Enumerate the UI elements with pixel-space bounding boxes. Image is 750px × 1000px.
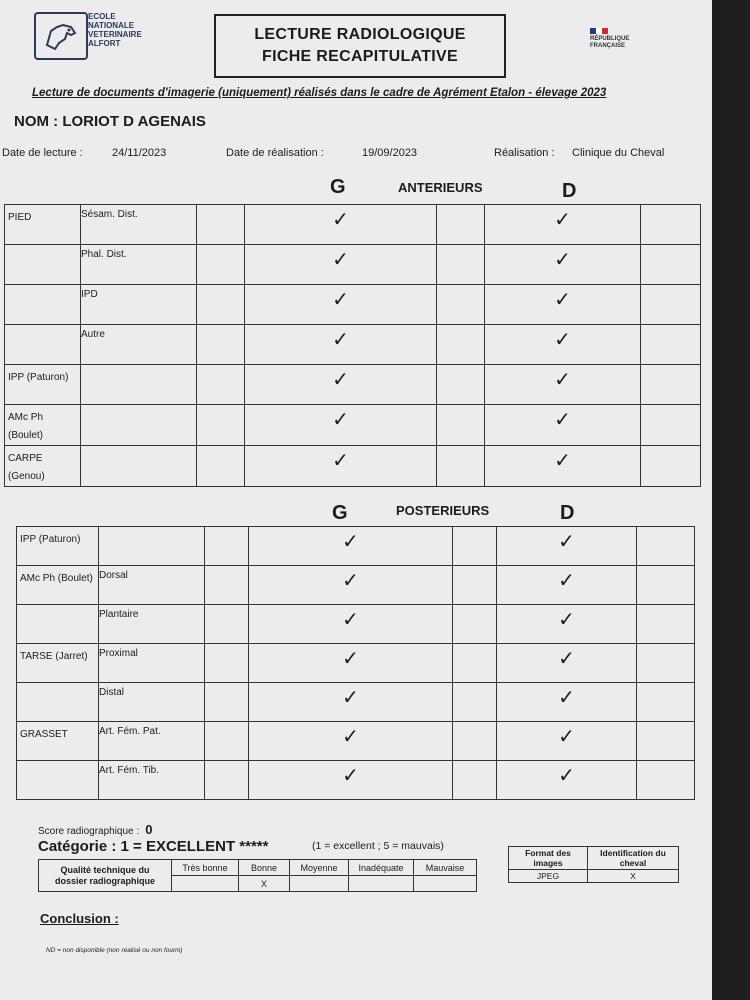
- realisation-label: Réalisation :: [494, 147, 555, 159]
- right-check-text: ✓: [558, 726, 575, 748]
- quality-mark: [414, 876, 477, 892]
- right-check-cell: [485, 365, 641, 405]
- empty-cell: [205, 527, 249, 566]
- empty-cell: [437, 285, 485, 325]
- subregion-text: [81, 365, 196, 369]
- left-check-text: ✓: [342, 531, 359, 553]
- subregion-text: Phal. Dist.: [81, 249, 127, 260]
- table-row: [17, 566, 695, 605]
- left-check-text: ✓: [332, 409, 349, 431]
- posterieurs-table: [16, 526, 695, 800]
- right-check-text: ✓: [558, 609, 575, 631]
- empty-cell: [453, 644, 497, 683]
- region-text: [17, 683, 98, 687]
- quality-option: Mauvaise: [414, 860, 477, 876]
- table-row: [5, 446, 701, 487]
- subregion-text: Plantaire: [99, 609, 139, 620]
- title-line-1: LECTURE RADIOLOGIQUE: [254, 26, 466, 43]
- empty-cell: [437, 446, 485, 487]
- posterieurs-title: POSTERIEURS: [396, 503, 490, 518]
- right-check-cell: [497, 722, 637, 761]
- empty-cell: [637, 605, 695, 644]
- right-check-text: ✓: [558, 531, 575, 553]
- right-side-letter-post: D: [560, 502, 575, 524]
- subregion-cell: [81, 446, 197, 487]
- region-cell: [17, 527, 99, 566]
- table-row: [5, 205, 701, 245]
- subregion-text: Sésam. Dist.: [81, 209, 138, 220]
- subregion-text: [99, 527, 204, 531]
- empty-cell: [453, 527, 497, 566]
- region-cell: [17, 605, 99, 644]
- left-check-text: ✓: [342, 687, 359, 709]
- region-cell: [5, 365, 81, 405]
- empty-cell: [437, 405, 485, 446]
- subregion-text: Dorsal: [99, 570, 128, 581]
- title-line-2: FICHE RECAPITULATIVE: [262, 48, 458, 65]
- empty-cell: [453, 722, 497, 761]
- empty-cell: [453, 605, 497, 644]
- score-line: [38, 822, 152, 837]
- identification-value: X: [588, 870, 679, 883]
- right-check-text: ✓: [554, 450, 571, 472]
- region-text: AMc Ph (Boulet): [20, 573, 93, 584]
- empty-cell: [437, 205, 485, 245]
- empty-cell: [637, 644, 695, 683]
- left-check-cell: [249, 722, 453, 761]
- french-flag-icon: [590, 28, 608, 34]
- right-check-text: ✓: [554, 289, 571, 311]
- left-side-letter: G: [330, 176, 346, 198]
- right-check-text: ✓: [554, 249, 571, 271]
- region-text: CARPE (Genou): [8, 453, 45, 482]
- empty-cell: [637, 722, 695, 761]
- subregion-cell: [99, 761, 205, 800]
- left-check-text: ✓: [332, 329, 349, 351]
- empty-cell: [453, 683, 497, 722]
- realisation-value: Clinique du Cheval: [572, 147, 665, 159]
- subregion-cell: [81, 245, 197, 285]
- categorie-note: (1 = excellent ; 5 = mauvais): [312, 840, 444, 852]
- left-check-cell: [249, 683, 453, 722]
- region-cell: [17, 722, 99, 761]
- region-text: GRASSET: [20, 729, 68, 740]
- quality-mark: [290, 876, 349, 892]
- empty-cell: [637, 566, 695, 605]
- subregion-cell: [99, 644, 205, 683]
- right-check-text: ✓: [554, 209, 571, 231]
- region-cell: [5, 325, 81, 365]
- table-row: [5, 405, 701, 446]
- right-check-text: ✓: [558, 648, 575, 670]
- subregion-text: Distal: [99, 687, 125, 698]
- table-row: [17, 644, 695, 683]
- republique-francaise-logo: RÉPUBLIQUE FRANÇAISE: [590, 28, 629, 50]
- subregion-cell: [81, 405, 197, 446]
- empty-cell: [453, 566, 497, 605]
- left-check-text: ✓: [342, 609, 359, 631]
- region-text: IPP (Paturon): [20, 534, 81, 545]
- subregion-cell: [81, 285, 197, 325]
- left-check-cell: [245, 245, 437, 285]
- left-side-letter-post: G: [332, 502, 348, 524]
- region-text: PIED: [8, 212, 32, 223]
- school-logo: [34, 12, 88, 60]
- region-text: TARSE (Jarret): [20, 651, 88, 662]
- right-check-cell: [485, 405, 641, 446]
- right-check-text: ✓: [554, 409, 571, 431]
- subregion-text: [81, 446, 196, 450]
- right-check-text: ✓: [558, 687, 575, 709]
- date-lecture-label: Date de lecture :: [2, 147, 83, 159]
- quality-option: Moyenne: [290, 860, 349, 876]
- subregion-text: Autre: [81, 329, 105, 340]
- region-text: [5, 245, 80, 249]
- subregion-text: Art. Fém. Tib.: [99, 765, 160, 776]
- left-check-text: ✓: [332, 369, 349, 391]
- region-cell: [5, 285, 81, 325]
- conclusion-heading: Conclusion :: [40, 911, 119, 926]
- right-check-cell: [497, 566, 637, 605]
- date-lecture: 24/11/2023: [112, 147, 167, 159]
- region-cell: [17, 683, 99, 722]
- region-cell: [17, 566, 99, 605]
- right-check-cell: [497, 761, 637, 800]
- table-row: [5, 365, 701, 405]
- left-check-cell: [245, 365, 437, 405]
- left-check-cell: [249, 761, 453, 800]
- region-cell: [5, 245, 81, 285]
- left-check-cell: [245, 205, 437, 245]
- empty-cell: [453, 761, 497, 800]
- left-check-text: ✓: [332, 209, 349, 231]
- empty-cell: [197, 446, 245, 487]
- left-check-text: ✓: [342, 648, 359, 670]
- subtitle: Lecture de documents d'imagerie (uniquement) réalisés dans le cadre de Agrément Etalon - élevage 2023: [32, 87, 607, 99]
- empty-cell: [205, 683, 249, 722]
- right-check-cell: [497, 644, 637, 683]
- anterieurs-title: ANTERIEURS: [398, 180, 483, 195]
- empty-cell: [637, 683, 695, 722]
- right-check-cell: [485, 245, 641, 285]
- right-check-cell: [485, 205, 641, 245]
- quality-option: Bonne: [239, 860, 290, 876]
- region-cell: [5, 405, 81, 446]
- subregion-text: Proximal: [99, 648, 138, 659]
- subregion-cell: [99, 566, 205, 605]
- score-value: 0: [145, 822, 153, 837]
- region-cell: [17, 761, 99, 800]
- left-check-cell: [249, 644, 453, 683]
- left-check-cell: [245, 285, 437, 325]
- empty-cell: [637, 761, 695, 800]
- region-cell: [5, 446, 81, 487]
- header: [0, 0, 712, 80]
- left-check-cell: [245, 446, 437, 487]
- region-text: [17, 761, 98, 765]
- empty-cell: [197, 405, 245, 446]
- table-row: [5, 245, 701, 285]
- empty-cell: [641, 365, 701, 405]
- school-name: ECOLE NATIONALE VETERINAIRE ALFORT: [88, 12, 142, 48]
- right-check-text: ✓: [558, 765, 575, 787]
- empty-cell: [205, 722, 249, 761]
- right-check-cell: [497, 605, 637, 644]
- empty-cell: [437, 365, 485, 405]
- quality-table: [38, 859, 477, 892]
- left-check-cell: [249, 527, 453, 566]
- empty-cell: [205, 644, 249, 683]
- empty-cell: [205, 566, 249, 605]
- right-check-cell: [485, 285, 641, 325]
- table-row: [17, 761, 695, 800]
- left-check-text: ✓: [332, 289, 349, 311]
- table-row: [5, 285, 701, 325]
- right-check-text: ✓: [554, 369, 571, 391]
- empty-cell: [197, 285, 245, 325]
- subregion-cell: [81, 325, 197, 365]
- table-row: [17, 683, 695, 722]
- date-realisation: 19/09/2023: [362, 147, 418, 159]
- empty-cell: [637, 527, 695, 566]
- right-side-letter: D: [562, 180, 577, 202]
- right-check-cell: [497, 683, 637, 722]
- empty-cell: [641, 446, 701, 487]
- empty-cell: [641, 285, 701, 325]
- date-realisation-label: Date de réalisation :: [226, 147, 324, 159]
- right-check-cell: [485, 325, 641, 365]
- subregion-cell: [99, 605, 205, 644]
- quality-option: Très bonne: [172, 860, 239, 876]
- table-row: [17, 605, 695, 644]
- empty-cell: [197, 205, 245, 245]
- left-check-cell: [249, 605, 453, 644]
- empty-cell: [641, 245, 701, 285]
- empty-cell: [641, 205, 701, 245]
- left-check-text: ✓: [342, 726, 359, 748]
- empty-cell: [205, 605, 249, 644]
- left-check-cell: [245, 325, 437, 365]
- subregion-cell: [99, 683, 205, 722]
- region-text: [5, 325, 80, 329]
- subregion-text: [81, 405, 196, 409]
- quality-label: Qualité technique du dossier radiographique: [39, 860, 172, 892]
- empty-cell: [197, 245, 245, 285]
- quality-mark: X: [239, 876, 290, 892]
- subregion-cell: [99, 527, 205, 566]
- empty-cell: [437, 245, 485, 285]
- region-text: AMc Ph (Boulet): [8, 412, 44, 441]
- anterieurs-table: [4, 204, 701, 487]
- empty-cell: [641, 405, 701, 446]
- subregion-text: IPD: [81, 289, 98, 300]
- empty-cell: [437, 325, 485, 365]
- horse-name: NOM : LORIOT D AGENAIS: [14, 113, 206, 130]
- subregion-cell: [81, 205, 197, 245]
- right-check-cell: [485, 446, 641, 487]
- table-row: [17, 722, 695, 761]
- quality-option: Inadéquate: [349, 860, 414, 876]
- right-check-cell: [497, 527, 637, 566]
- region-cell: [17, 644, 99, 683]
- table-row: [17, 527, 695, 566]
- region-text: [5, 285, 80, 289]
- quality-mark: [349, 876, 414, 892]
- format-value: JPEG: [509, 870, 588, 883]
- subregion-cell: [81, 365, 197, 405]
- score-label: Score radiographique :: [38, 826, 140, 837]
- left-check-cell: [249, 566, 453, 605]
- empty-cell: [197, 365, 245, 405]
- format-header: Format des images: [509, 847, 588, 870]
- region-text: [17, 605, 98, 609]
- left-check-cell: [245, 405, 437, 446]
- left-check-text: ✓: [342, 570, 359, 592]
- subregion-text: Art. Fém. Pat.: [99, 726, 161, 737]
- footnote: ND = non disponible (non réalisé ou non fourni): [46, 947, 183, 954]
- left-check-text: ✓: [332, 450, 349, 472]
- categorie: Catégorie : 1 = EXCELLENT *****: [38, 838, 269, 855]
- left-check-text: ✓: [332, 249, 349, 271]
- region-cell: [5, 205, 81, 245]
- right-check-text: ✓: [558, 570, 575, 592]
- region-text: IPP (Paturon): [8, 372, 69, 383]
- identification-header: Identification du cheval: [588, 847, 679, 870]
- format-table: [508, 846, 679, 883]
- table-row: [5, 325, 701, 365]
- empty-cell: [197, 325, 245, 365]
- empty-cell: [205, 761, 249, 800]
- left-check-text: ✓: [342, 765, 359, 787]
- right-check-text: ✓: [554, 329, 571, 351]
- horse-icon: [41, 19, 81, 53]
- title-box: [214, 14, 506, 78]
- empty-cell: [641, 325, 701, 365]
- quality-mark: [172, 876, 239, 892]
- subregion-cell: [99, 722, 205, 761]
